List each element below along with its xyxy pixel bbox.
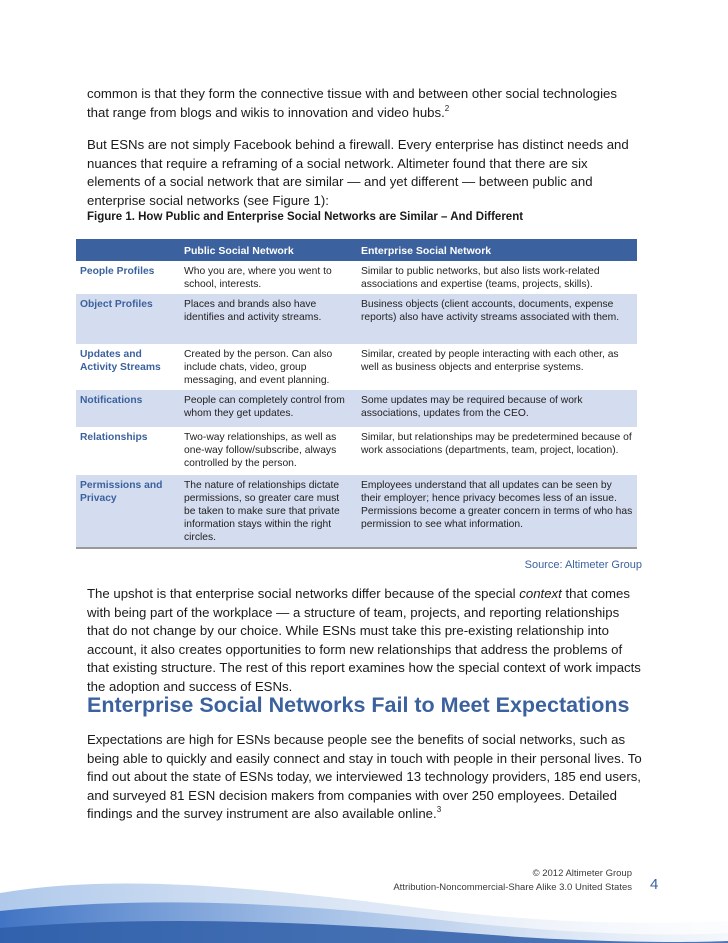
figure-caption: Figure 1. How Public and Enterprise Social Networks are Similar – And Different xyxy=(87,211,524,223)
intro-paragraph-2: But ESNs are not simply Facebook behind a firewall. Every enterprise has distinct needs and nuances that require a reframing of a social network. Altimeter found that there are six elements of a social network that are similar — and yet different — between public and enterprise social networks (see Figure 1): xyxy=(87,137,629,208)
intro-paragraph-1: common is that they form the connective tissue with and between other social technologies that range from blogs and wikis to innovation and video hubs.$^2$ xyxy=(87,86,617,120)
enterprise-cell: Similar, but relationships may be predetermined because of work associations (departments, team, project, location). xyxy=(357,427,637,475)
public-cell: Places and brands also have identifies and activity streams. xyxy=(180,294,357,344)
table-row xyxy=(76,390,637,427)
enterprise-cell: Business objects (client accounts, documents, expense reports) also have activity streams associated with them. xyxy=(357,294,637,344)
page-number: 4 xyxy=(650,876,659,893)
public-cell: Who you are, where you went to school, interests. xyxy=(180,261,357,294)
row-label: Notifications xyxy=(76,390,180,427)
table-row xyxy=(76,427,637,475)
footnote-ref-2: 2 xyxy=(444,103,450,113)
enterprise-cell: Similar, created by people interacting with each other, as well as business objects and enterprise systems. xyxy=(357,344,637,390)
enterprise-cell: Employees understand that all updates can be seen by their employer; hence privacy becomes less of an issue. Permissions become a greater concern in terms of who has permission to see what information. xyxy=(357,475,637,547)
public-cell: The nature of relationships dictate permissions, so greater care must be taken to make sure that private information stays within the right circles. xyxy=(180,475,357,547)
section-body: Expectations are high for ESNs because people see the benefits of social networks, such as being able to quickly and easily connect and stay in touch with people in their personal lives. To find out about the state of ESNs today, we interviewed 13 technology providers, 185 end users, and surveyed 81 ESN decision makers from companies with over 250 employees. Detailed findings and the survey instrument are also available online.$^3$ xyxy=(87,732,642,822)
public-cell: People can completely control from whom they get updates. xyxy=(180,390,357,427)
row-label: Relationships xyxy=(76,427,180,475)
upshot-paragraph: The upshot is that enterprise social networks differ because of the special context that comes with being part of the workplace — a structure of team, projects, and reporting relationships that do not change by our choice. While ESNs must take this pre-existing relationship into account, it also creates opportunities to form new relationships that address the problems of that existing structure. The rest of this report examines how the special context of work impacts the adoption and success of ESNs. xyxy=(87,586,641,694)
license-line: Attribution-Noncommercial-Share Alike 3.0 United States xyxy=(393,882,632,893)
table-header-enterprise: Enterprise Social Network xyxy=(357,239,637,261)
copyright-line: © 2012 Altimeter Group xyxy=(532,868,632,879)
emphasis-context: context xyxy=(519,586,562,601)
public-cell: Two-way relationships, as well as one-way follow/subscribe, always controlled by the person. xyxy=(180,427,357,475)
copyright-notice xyxy=(393,867,632,895)
row-label: Updates and Activity Streams xyxy=(76,344,180,390)
table-header-row xyxy=(76,239,637,261)
table-header-public: Public Social Network xyxy=(180,239,357,261)
public-cell: Created by the person. Can also include chats, video, group messaging, and event planning. xyxy=(180,344,357,390)
section-heading: Enterprise Social Networks Fail to Meet Expectations xyxy=(87,693,630,717)
figure-source: Source: Altimeter Group xyxy=(524,559,642,571)
table-row xyxy=(76,261,637,294)
table-row xyxy=(76,294,637,344)
row-label: People Profiles xyxy=(76,261,180,294)
row-label: Permissions and Privacy xyxy=(76,475,180,547)
table-row xyxy=(76,344,637,390)
footnote-ref-3: 3 xyxy=(436,805,442,815)
table-header-empty xyxy=(76,239,180,261)
table-row xyxy=(76,475,637,547)
comparison-table xyxy=(76,239,637,549)
row-label: Object Profiles xyxy=(76,294,180,344)
enterprise-cell: Some updates may be required because of work associations, updates from the CEO. xyxy=(357,390,637,427)
enterprise-cell: Similar to public networks, but also lists work-related associations and expertise (teams, projects, skills). xyxy=(357,261,637,294)
